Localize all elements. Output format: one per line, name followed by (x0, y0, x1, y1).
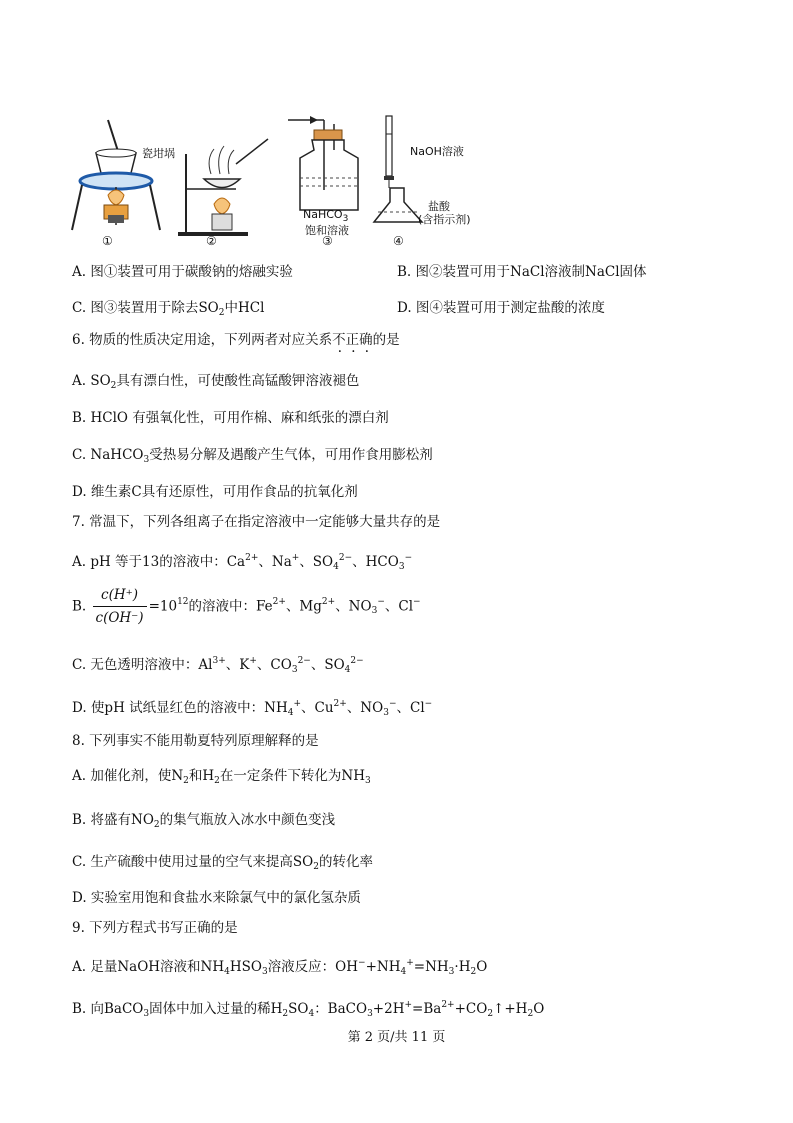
q8-stem: 8. 下列事实不能用勒夏特列原理解释的是 (72, 733, 319, 749)
q7-option-a: A. pH 等于13的溶液中：$Ca^{2+}$、Na+、$SO_4^{2-}$、$HCO_3^-$ (72, 553, 413, 572)
q5-option-b: B. 图②装置可用于NaCl溶液制NaCl固体 (397, 264, 647, 280)
q6-stem: 6. 物质的性质决定用途，下列两者对应关系不正确的是 (72, 332, 400, 348)
q5-option-c: C. 图③装置用于除去$SO_2$中HCl (72, 300, 265, 318)
q7-option-b: B. $\frac{c(H^+)}{c(OH^-)}$ $=10^{12}$的溶液中：$Fe^{2+}$、$Mg^{2+}$、$NO_3^-$、Cl− (72, 587, 421, 626)
figure-2-evaporation-apparatus (176, 134, 286, 244)
figure-3-caption: ③ (322, 234, 333, 248)
q8-option-a: A. 加催化剂，使$N_2$和$H_2$在一定条件下转化为$NH_3$ (72, 768, 371, 786)
q9-stem: 9. 下列方程式书写正确的是 (72, 920, 238, 936)
q5-option-a: A. 图①装置可用于碳酸钠的熔融实验 (72, 264, 293, 280)
q8-option-c: C. 生产硫酸中使用过量的空气来提高$SO_2$的转化率 (72, 854, 373, 872)
figure-2-caption: ② (206, 234, 217, 248)
figure-4-caption: ④ (393, 234, 404, 248)
q6-option-d: D. 维生素C具有还原性，可用作食品的抗氧化剂 (72, 484, 358, 500)
q7-stem: 7. 常温下，下列各组离子在指定溶液中一定能够大量共存的是 (72, 514, 441, 530)
figure-3-label-solution: 饱和溶液 (305, 224, 349, 237)
q8-option-d: D. 实验室用饱和食盐水来除氯气中的氯化氢杂质 (72, 890, 361, 906)
q5-option-d: D. 图④装置可用于测定盐酸的浓度 (397, 300, 605, 316)
figure-1-crucible-apparatus (68, 115, 188, 245)
page-footer: 第 2 页/共 11 页 (347, 1030, 446, 1045)
q6-option-b: B. HClO 有强氧化性，可用作棉、麻和纸张的漂白剂 (72, 410, 389, 426)
figure-3-label-reagent: NaHCO$_3$ (303, 208, 349, 224)
q7-option-c: C. 无色透明溶液中：$Al^{3+}$、K+、$CO_3^{2-}$、$SO_4^{2-}$ (72, 656, 364, 675)
q9-option-a: A. 足量NaOH溶液和$NH_4HSO_3$溶液反应：$OH^-+NH_4^+=NH_3\cdot H_2O$ (72, 958, 488, 977)
q6-option-a: A. $SO_2$具有漂白性，可使酸性高锰酸钾溶液褪色 (72, 373, 360, 391)
figure-4-label-burette: NaOH溶液 (410, 145, 464, 158)
q8-option-b: B. 将盛有$NO_2$的集气瓶放入冰水中颜色变浅 (72, 812, 336, 830)
figure-1-caption: ① (102, 234, 113, 248)
figure-1-label: 瓷坩埚 (142, 147, 175, 160)
q7-option-d: D. 使pH 试纸显红色的溶液中：$NH_4^+$、$Cu^{2+}$、$NO_3^-$、Cl− (72, 699, 433, 718)
q9-option-b: B. 向BaCO$_3$固体中加入过量的稀$H_2SO_4$：$BaCO_3+2H^+=Ba^{2+}+CO_2↑+H_2O$ (72, 1000, 545, 1019)
concentration-ratio-fraction: $\frac{c(H^+)}{c(OH^-)}$ (93, 586, 147, 627)
figure-4-label-acid: 盐酸 (428, 200, 450, 213)
q6-option-c: C. NaHCO$_3$受热易分解及遇酸产生气体，可用作食用膨松剂 (72, 447, 433, 465)
figure-4-label-indicator: (含指示剂) (418, 213, 471, 226)
